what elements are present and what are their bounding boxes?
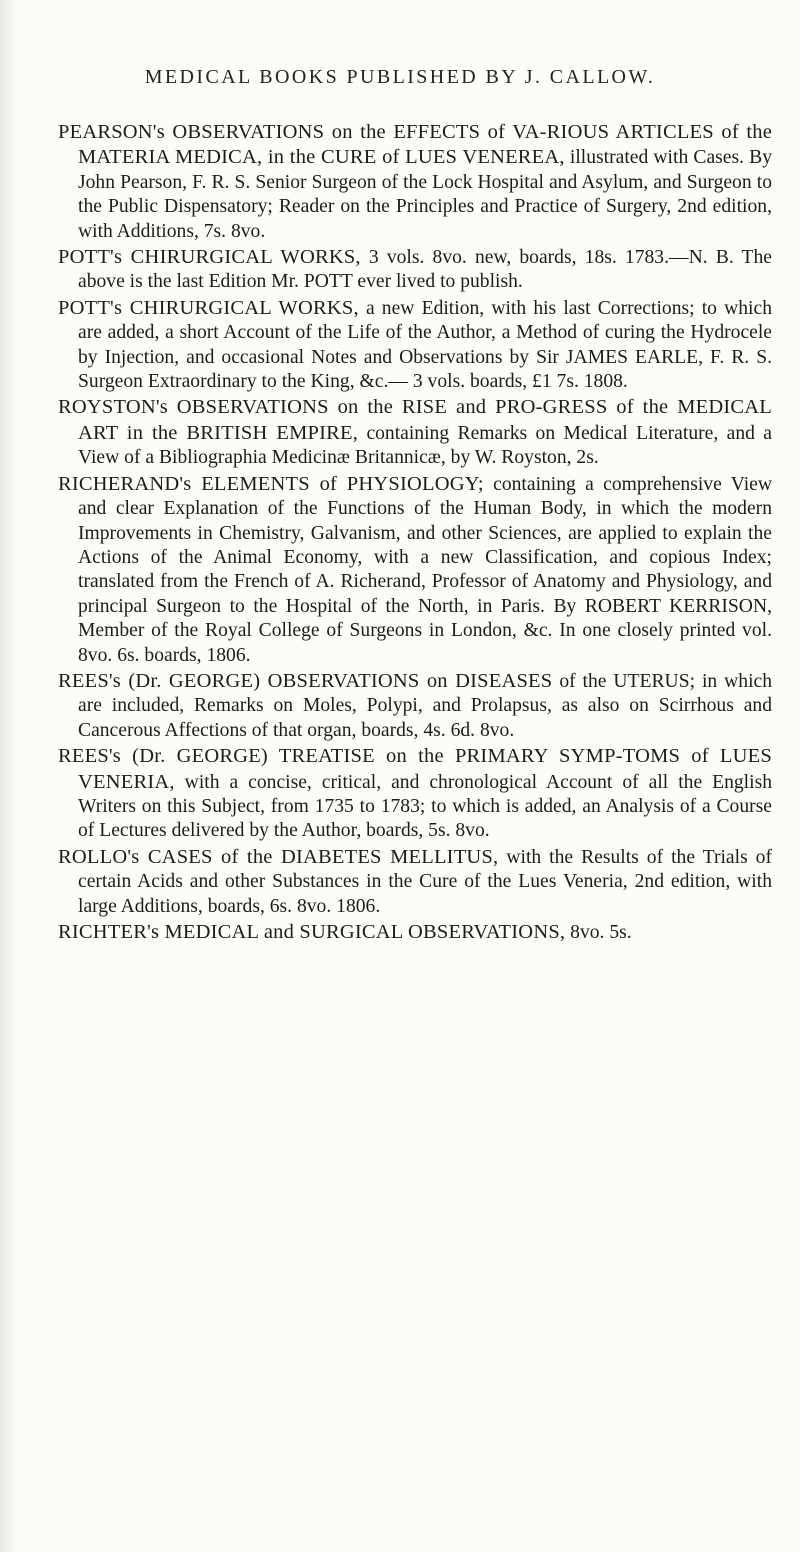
entry-title: PEARSON's OBSERVATIONS on the EFFECTS of VA-RIOUS ARTICLES of the MATERIA MEDICA, in the CURE of LUES VENEREA, xyxy=(58,121,772,169)
entry-title: POTT's CHIRURGICAL WORKS, xyxy=(58,246,361,269)
entry-body: of the UTERUS; in which are included, Remarks on Moles, Polypi, and Prolapsus, as also on Scirrhous and Cancerous Affections of that organ, boards, 4s. 6d. 8vo. xyxy=(78,670,773,741)
catalogue-entry xyxy=(58,120,772,244)
entry-title: REES's (Dr. GEORGE) OBSERVATIONS on DISEASES xyxy=(58,669,553,692)
entry-body: with a concise, critical, and chronological Account of all the English Writers on this Subject, from 1735 to 1783; to which is added, an Analysis of a Course of Lectures delivered by the Author, boards, 5s. 8vo. xyxy=(78,771,772,842)
entry-body: containing Remarks on Medical Literature, and a View of a Bibliographia Medicinæ Britannicæ, by W. Royston, 2s. xyxy=(78,422,772,469)
entry-body: with the Results of the Trials of certain Acids and other Substances in the Cure of the Lues Veneria, 2nd edition, with large Additions, boards, 6s. 8vo. 1806. xyxy=(78,846,773,917)
entry-title: ROYSTON's OBSERVATIONS on the RISE and PRO-GRESS of the MEDICAL ART in the BRITISH EMPIRE, xyxy=(58,396,772,444)
catalogue-entry xyxy=(58,920,772,945)
running-head: MEDICAL BOOKS PUBLISHED BY J. CALLOW. xyxy=(144,66,656,88)
catalogue-entry xyxy=(58,296,772,395)
entry-title: POTT's CHIRURGICAL WORKS, xyxy=(58,296,359,319)
entry-title: RICHERAND's ELEMENTS of PHYSIOLOGY; xyxy=(58,472,484,495)
entry-title: RICHTER's MEDICAL and SURGICAL OBSERVATIONS, xyxy=(58,921,566,943)
entry-title: REES's (Dr. GEORGE) TREATISE on the PRIMARY SYMP-TOMS of LUES VENERIA, xyxy=(58,745,772,793)
catalogue-entry xyxy=(58,395,772,470)
catalogue-entries xyxy=(58,120,772,946)
catalogue-entry xyxy=(58,744,772,844)
catalogue-entry xyxy=(58,669,772,743)
entry-body: containing a comprehensive View and clear Explanation of the Functions of the Human Body, in which the modern Improvements in Chemistry, Galvanism, and other Sciences, are applied to explain the Actions of the Animal Economy, with a new Classification, and copious Index; translated from the French of A. Richerand, Professor of Anatomy and Physiology, and principal Surgeon to the Hospital of the North, in Paris. By ROBERT KERRISON, Member of the Royal College of Surgeons in London, &c. In one closely printed vol. 8vo. 6s. boards, 1806. xyxy=(78,473,773,666)
entry-title: ROLLO's CASES of the DIABETES MELLITUS, xyxy=(58,845,499,868)
catalogue-entry xyxy=(58,472,772,668)
catalogue-entry xyxy=(58,845,772,919)
page-gutter-shadow xyxy=(0,0,18,1552)
entry-body: 8vo. 5s. xyxy=(570,922,632,943)
entry-body: 3 vols. 8vo. new, boards, 18s. 1783.—N. B. The above is the last Edition Mr. POTT ever lived to publish. xyxy=(78,247,772,293)
entry-body: illustrated with Cases. By John Pearson, F. R. S. Senior Surgeon of the Lock Hospital and Asylum, and Surgeon to the Public Dispensatory; Reader on the Principles and Practice of Surgery, 2nd edition, with Additions, 7s. 8vo. xyxy=(78,147,772,242)
entry-body: a new Edition, with his last Corrections; to which are added, a short Account of the Life of the Author, a Method of curing the Hydrocele by Injection, and occasional Notes and Observations by Sir JAMES EARLE, F. R. S. Surgeon Extraordinary to the King, &c.— 3 vols. boards, £1 7s. 1808. xyxy=(78,297,772,393)
catalogue-entry xyxy=(58,245,772,295)
